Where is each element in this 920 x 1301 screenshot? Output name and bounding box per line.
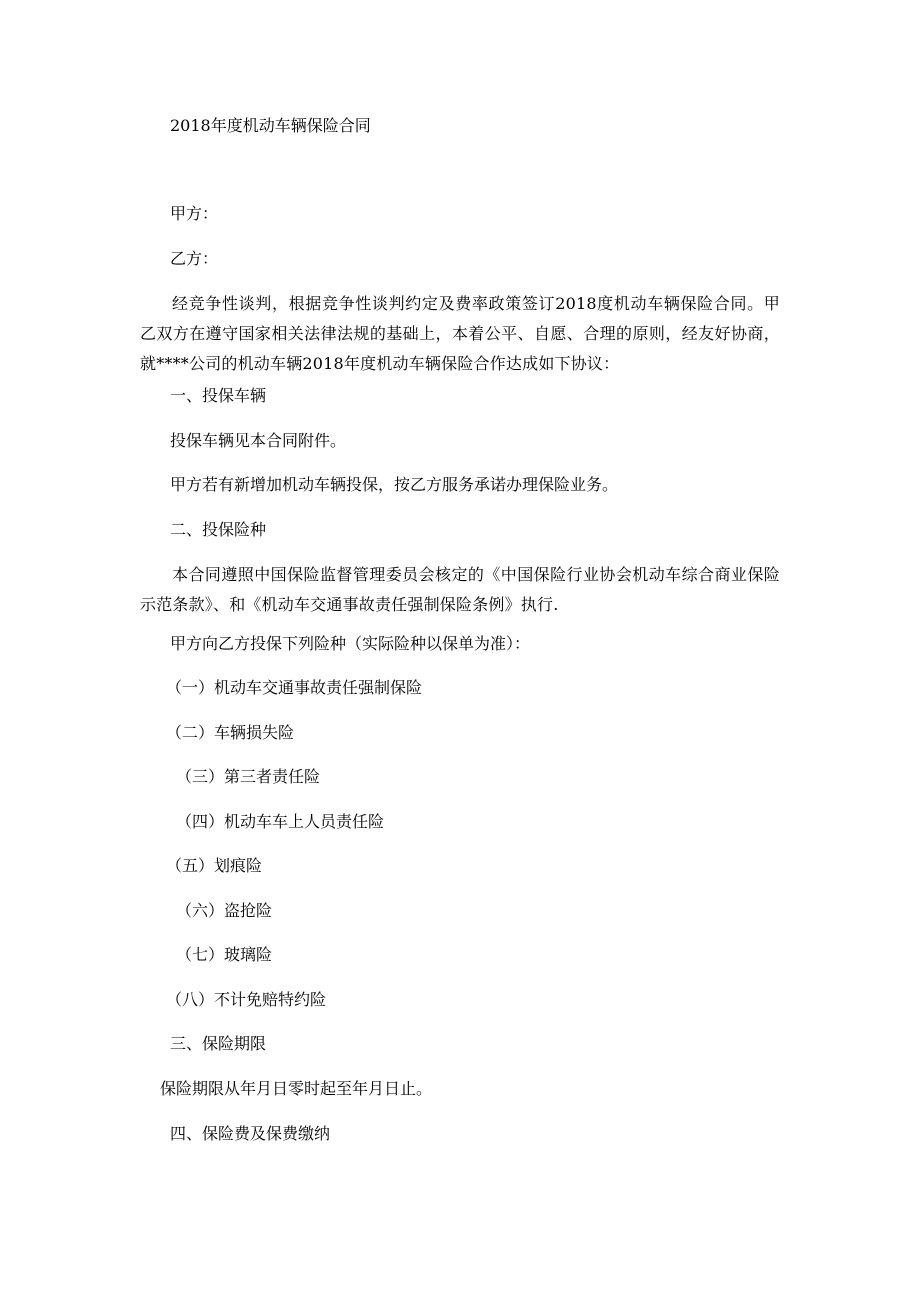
insurance-list-intro: 甲方向乙方投保下列险种（实际险种以保单为准）： xyxy=(170,634,531,653)
vehicles-attachment-note: 投保车辆见本合同附件。 xyxy=(170,431,347,450)
section-heading-insurance-types: 二、投保险种 xyxy=(170,520,267,539)
insurance-item-3: （三）第三者责任险 xyxy=(176,767,321,786)
party-a-label: 甲方： xyxy=(170,204,219,223)
intro-paragraph: 经竞争性谈判，根据竞争性谈判约定及费率政策签订2018度机动车辆保险合同。甲乙双方在遵守国家相关法律法规的基础上，本着公平、自愿、合理的原则，经友好协商，就****公司的机动车辆2018年度机动车辆保险合作达成如下协议： xyxy=(140,294,780,373)
insurance-item-5: （五）划痕险 xyxy=(166,856,263,875)
insurance-item-1: （一）机动车交通事故责任强制保险 xyxy=(166,678,423,697)
insurance-item-6: （六）盗抢险 xyxy=(176,901,273,920)
insurance-item-8: （八）不计免赔特约险 xyxy=(166,990,327,1009)
insurance-period-note: 保险期限从年月日零时起至年月日止。 xyxy=(160,1079,433,1098)
insurance-item-7: （七）玻璃险 xyxy=(176,945,273,964)
section-heading-vehicles: 一、投保车辆 xyxy=(170,386,267,405)
insurance-item-4: （四）机动车车上人员责任险 xyxy=(176,812,385,831)
section-heading-premium: 四、保险费及保费缴纳 xyxy=(170,1124,331,1143)
party-b-label: 乙方： xyxy=(170,249,219,268)
document-title: 2018年度机动车辆保险合同 xyxy=(170,116,371,135)
regulations-paragraph: 本合同遵照中国保险监督管理委员会核定的《中国保险行业协会机动车综合商业保险示范条款》、和《机动车交通事故责任强制保险条例》执行. xyxy=(140,565,780,614)
section-heading-period: 三、保险期限 xyxy=(170,1034,267,1053)
insurance-item-2: （二）车辆损失险 xyxy=(166,723,295,742)
new-vehicles-note: 甲方若有新增加机动车辆投保，按乙方服务承诺办理保险业务。 xyxy=(170,475,619,494)
